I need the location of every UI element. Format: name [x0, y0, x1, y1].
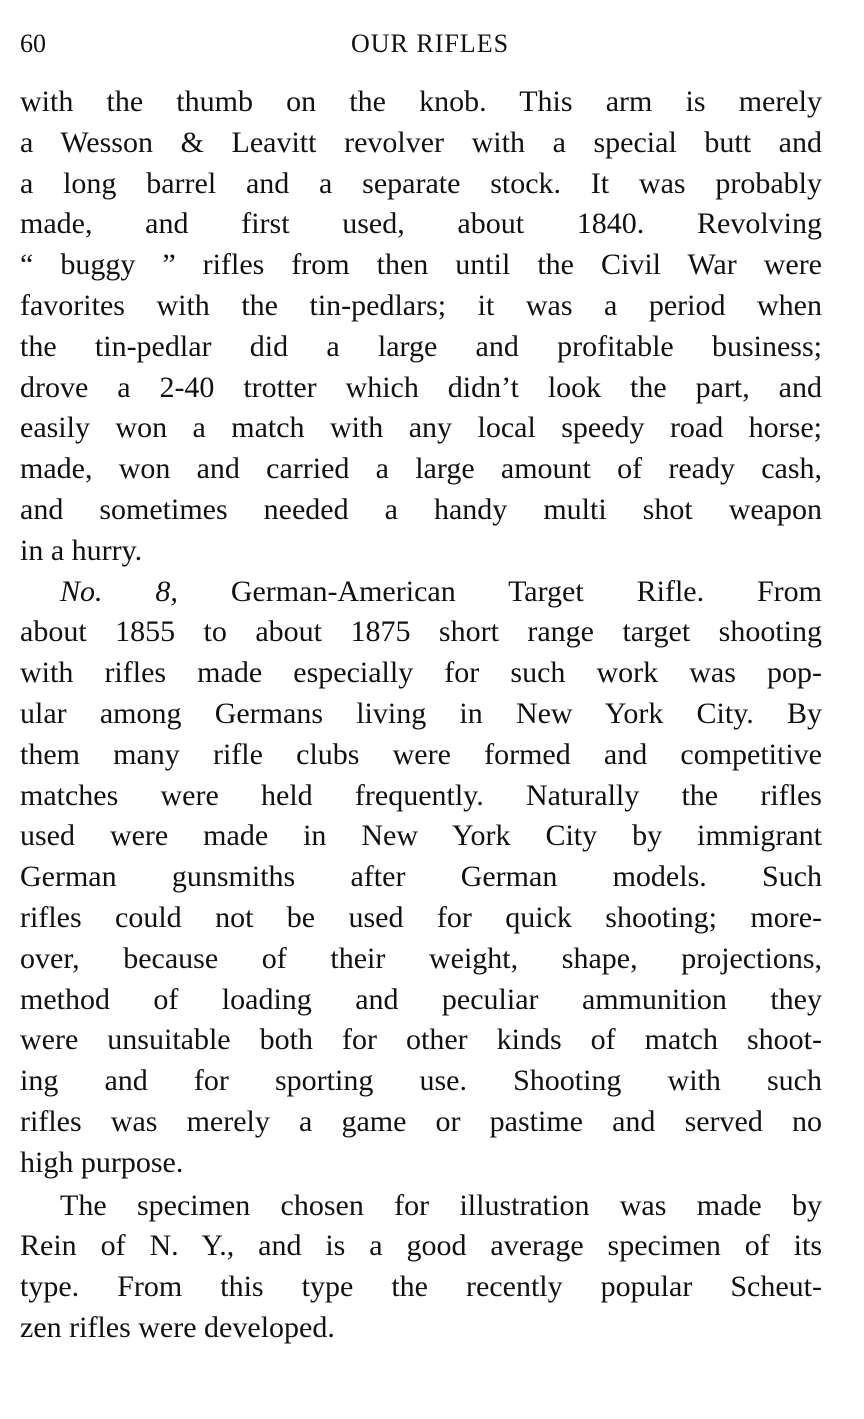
text-line: The specimen chosen for illustration was made by — [60, 1188, 822, 1222]
text-line: “ buggy ” rifles from then until the Civil War were — [20, 248, 822, 282]
page-number: 60 — [20, 29, 46, 58]
text-line: easily won a match with any local speedy road horse; — [20, 411, 822, 445]
text-line: over, because of their weight, shape, projections, — [20, 941, 822, 975]
text-line: with rifles made especially for such work was pop- — [20, 656, 822, 690]
text-line: about 1855 to about 1875 short range target shooting — [20, 615, 822, 649]
text-line: a Wesson & Leavitt revolver with a special butt and — [20, 125, 822, 159]
text-line: matches were held frequently. Naturally the rifles — [20, 778, 822, 812]
running-head — [20, 24, 840, 64]
paragraph-3 — [20, 1186, 822, 1349]
text-line: Rein of N. Y., and is a good average specimen of its — [20, 1229, 822, 1263]
text-line: rifles was merely a game or pastime and served no — [20, 1104, 822, 1138]
text-line: with the thumb on the knob. This arm is merely — [20, 85, 822, 118]
text-line: a long barrel and a separate stock. It was probably — [20, 166, 822, 200]
text-line-lead — [20, 572, 822, 613]
text-line: type. From this type the recently popular Scheut- — [20, 1270, 822, 1304]
body-text — [20, 82, 822, 1349]
item-title: German-American Target Rifle. From — [177, 574, 823, 608]
text-line: drove a 2-40 trotter which didn’t look the part, and — [20, 370, 822, 404]
text-line: rifles could not be used for quick shooting; more- — [20, 900, 822, 934]
text-line: zen rifles were developed. — [20, 1310, 335, 1344]
text-line: made, and first used, about 1840. Revolving — [20, 207, 822, 241]
text-line: made, won and carried a large amount of ready cash, — [20, 452, 822, 486]
paragraph-1 — [20, 82, 822, 572]
text-line: them many rifle clubs were formed and competitive — [20, 737, 822, 771]
text-line: in a hurry. — [20, 533, 143, 567]
text-line: were unsuitable both for other kinds of match shoot- — [20, 1023, 822, 1057]
paragraph-2 — [20, 572, 822, 1184]
text-line: high purpose. — [20, 1145, 184, 1179]
text-line: the tin-pedlar did a large and profitable business; — [20, 329, 822, 363]
text-line: used were made in New York City by immigrant — [20, 819, 822, 853]
text-line: method of loading and peculiar ammunition they — [20, 982, 822, 1016]
text-line: ing and for sporting use. Shooting with such — [20, 1064, 822, 1098]
text-line: and sometimes needed a handy multi shot weapon — [20, 492, 822, 526]
running-title: OUR RIFLES — [350, 29, 510, 58]
text-line: favorites with the tin-pedlars; it was a period when — [20, 288, 822, 322]
item-number: No. 8, — [60, 574, 178, 608]
text-line: German gunsmiths after German models. Such — [20, 860, 822, 894]
text-line: ular among Germans living in New York City. By — [20, 696, 822, 730]
